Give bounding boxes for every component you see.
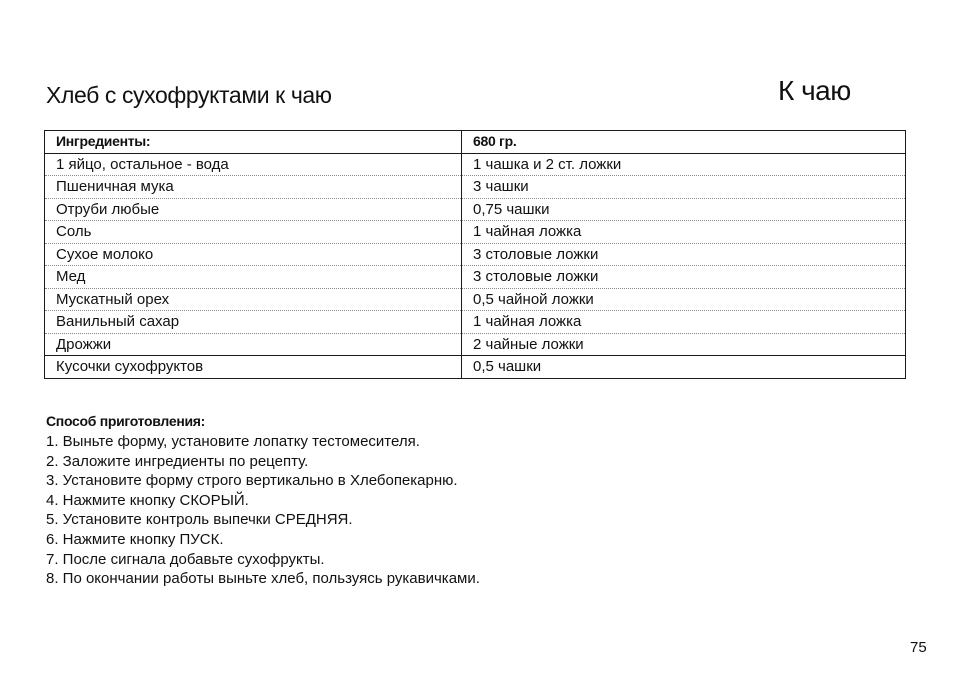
ingredient-name: Ванильный сахар — [45, 311, 462, 334]
table-row — [45, 221, 906, 244]
method-step: 2. Заложите ингредиенты по рецепту. — [46, 452, 309, 470]
method-step: 4. Нажмите кнопку СКОРЫЙ. — [46, 491, 249, 509]
ingredient-name: Сухое молоко — [45, 243, 462, 266]
page-number: 75 — [910, 639, 927, 656]
ingredient-name: 1 яйцо, остальное - вода — [45, 153, 462, 176]
method-step: 3. Установите форму строго вертикально в Хлебопекарню. — [46, 472, 458, 490]
table-row — [45, 311, 906, 334]
ingredient-quantity: 2 чайные ложки — [462, 333, 906, 356]
table-header-row — [45, 131, 906, 154]
table-row — [45, 198, 906, 221]
method-steps-list — [46, 432, 480, 589]
ingredients-column-header: Ингредиенты: — [45, 131, 462, 154]
ingredient-name: Кусочки сухофруктов — [45, 356, 462, 379]
recipe-title: Хлеб с сухофруктами к чаю — [46, 82, 332, 108]
ingredient-quantity: 3 столовые ложки — [462, 266, 906, 289]
method-step: 8. По окончании работы выньте хлеб, пользуясь рукавичками. — [46, 570, 480, 588]
table-row — [45, 288, 906, 311]
method-step: 7. После сигнала добавьте сухофрукты. — [46, 550, 325, 568]
ingredient-quantity: 3 столовые ложки — [462, 243, 906, 266]
ingredient-quantity: 0,75 чашки — [462, 198, 906, 221]
ingredient-quantity: 1 чайная ложка — [462, 221, 906, 244]
method-step: 5. Установите контроль выпечки СРЕДНЯЯ. — [46, 511, 353, 529]
ingredient-name: Мускатный орех — [45, 288, 462, 311]
ingredient-name: Пшеничная мука — [45, 176, 462, 199]
category-heading: К чаю — [778, 75, 851, 106]
quantity-column-header: 680 гр. — [462, 131, 906, 154]
table-row — [45, 153, 906, 176]
table-row — [45, 266, 906, 289]
ingredient-name: Соль — [45, 221, 462, 244]
ingredient-quantity: 1 чайная ложка — [462, 311, 906, 334]
method-section — [46, 410, 480, 589]
ingredient-quantity: 0,5 чайной ложки — [462, 288, 906, 311]
table-row — [45, 243, 906, 266]
table-row — [45, 333, 906, 356]
method-step: 6. Нажмите кнопку ПУСК. — [46, 530, 224, 548]
table-row — [45, 176, 906, 199]
ingredient-name: Мед — [45, 266, 462, 289]
table-row — [45, 356, 906, 379]
ingredients-table — [44, 130, 906, 379]
ingredient-name: Отруби любые — [45, 198, 462, 221]
ingredient-quantity: 0,5 чашки — [462, 356, 906, 379]
ingredient-name: Дрожжи — [45, 333, 462, 356]
method-heading: Способ приготовления: — [46, 413, 206, 429]
ingredient-quantity: 1 чашка и 2 ст. ложки — [462, 153, 906, 176]
ingredient-quantity: 3 чашки — [462, 176, 906, 199]
method-step: 1. Выньте форму, установите лопатку тестомесителя. — [46, 433, 420, 450]
